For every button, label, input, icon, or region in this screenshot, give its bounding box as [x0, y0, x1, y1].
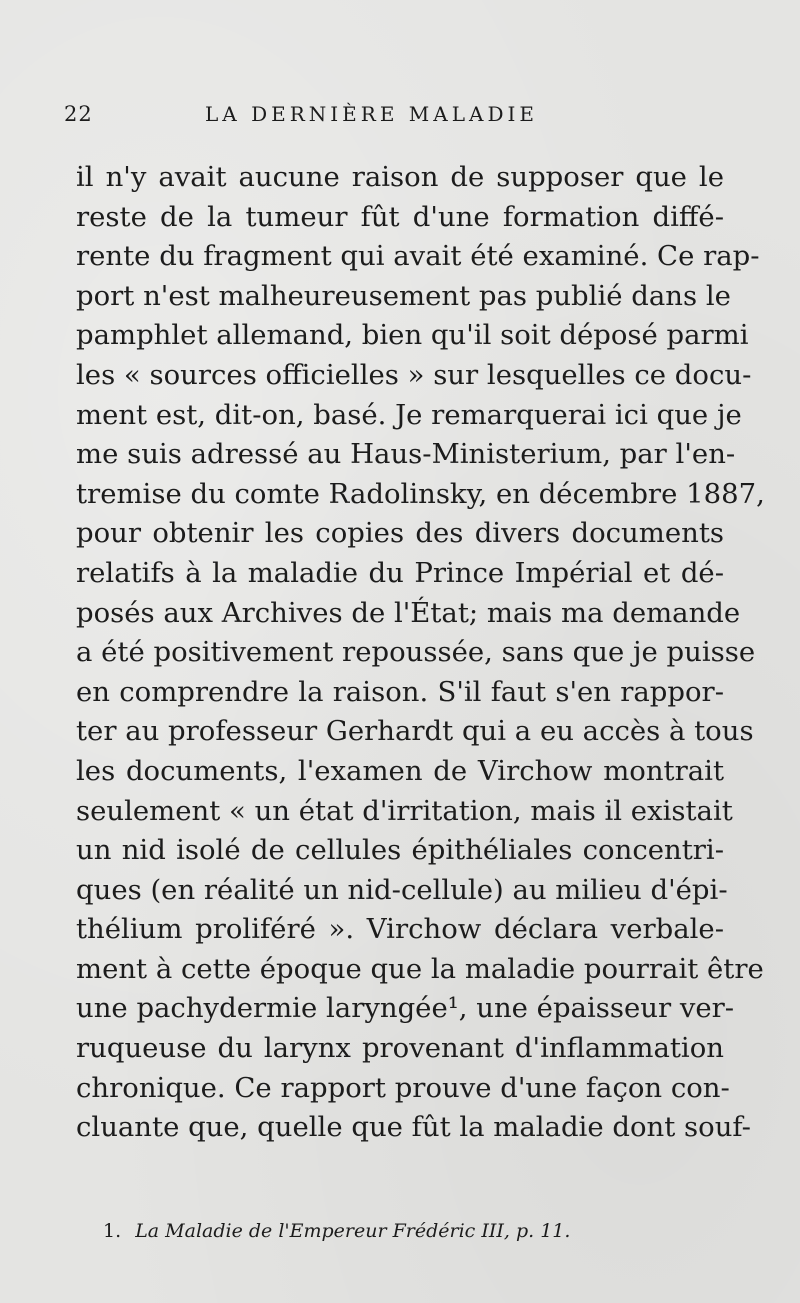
text-line: pour obtenir les copies des divers documents	[76, 517, 724, 550]
page-number: 22	[64, 102, 93, 126]
text-line: une pachydermie laryngée¹, une épaisseur ver-	[76, 992, 735, 1025]
text-line: relatifs à la maladie du Prince Impérial et dé-	[76, 556, 724, 589]
text-line: les documents, l'examen de Virchow montrait	[76, 754, 724, 787]
text-line: les « sources officielles » sur lesquelles ce docu-	[76, 358, 752, 391]
body-text	[76, 158, 765, 1148]
text-line: ques (en réalité un nid-cellule) au milieu d'épi-	[76, 873, 728, 906]
text-line: ment est, dit-on, basé. Je remarquerai ici que je	[76, 398, 742, 431]
text-line: seulement « un état d'irritation, mais il existait	[76, 794, 733, 827]
text-line: il n'y avait aucune raison de supposer que le	[76, 161, 724, 193]
text-line: tremise du comte Radolinsky, en décembre 1887,	[76, 477, 765, 510]
footnote-text: La Maladie de l'Empereur Frédéric III, p. 11.	[135, 1220, 571, 1242]
page-header	[0, 100, 800, 136]
text-line: chronique. Ce rapport prouve d'une façon con-	[76, 1071, 730, 1104]
text-line: ment à cette époque que la maladie pourrait être	[76, 952, 764, 985]
text-line: un nid isolé de cellules épithéliales concentri-	[76, 834, 724, 867]
text-line: port n'est malheureusement pas publié dans le	[76, 279, 731, 312]
text-line: thélium proliféré ». Virchow déclara verbale-	[76, 913, 724, 946]
text-line: reste de la tumeur fût d'une formation diffé-	[76, 200, 724, 233]
text-line: posés aux Archives de l'État; mais ma demande	[76, 596, 741, 629]
text-line: me suis adressé au Haus-Ministerium, par l'en-	[76, 438, 736, 471]
text-line: ter au professeur Gerhardt qui a eu accès à tous	[76, 715, 754, 748]
footnote	[103, 1220, 570, 1242]
text-line: rente du fragment qui avait été examiné. Ce rap-	[76, 240, 760, 273]
text-line: cluante que, quelle que fût la maladie dont souf-	[76, 1111, 751, 1144]
text-line: en comprendre la raison. S'il faut s'en rappor-	[76, 675, 724, 708]
text-line: ruqueuse du larynx provenant d'inflammation	[76, 1032, 724, 1065]
text-line: pamphlet allemand, bien qu'il soit déposé parmi	[76, 319, 749, 352]
footnote-number: 1.	[103, 1220, 122, 1242]
text-line: a été positivement repoussée, sans que je puisse	[76, 636, 756, 669]
running-head: LA DERNIÈRE MALADIE	[205, 102, 538, 126]
